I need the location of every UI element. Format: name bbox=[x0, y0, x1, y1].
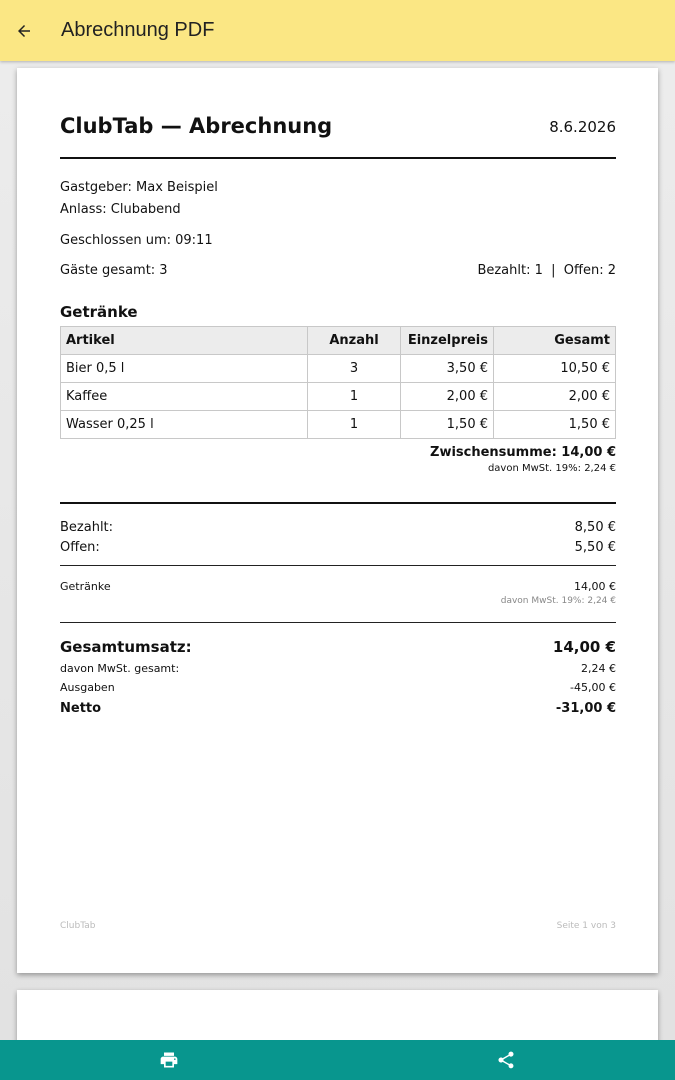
divider bbox=[60, 502, 616, 504]
subtotal-tax: davon MwSt. 19%: 2,24 € bbox=[487, 463, 616, 474]
table-header-row bbox=[61, 327, 616, 355]
tax-total-value: 2,24 € bbox=[581, 662, 616, 675]
share-icon bbox=[496, 1050, 516, 1070]
divider bbox=[60, 157, 616, 159]
cell-quantity: 1 bbox=[308, 383, 401, 411]
document-date: 8.6.2026 bbox=[549, 118, 616, 136]
net-value: -31,00 € bbox=[555, 701, 616, 716]
expenses-value: -45,00 € bbox=[570, 681, 616, 694]
share-button[interactable] bbox=[338, 1040, 675, 1080]
subtotal: Zwischensumme: 14,00 € bbox=[430, 445, 616, 460]
cell-unit-price: 3,50 € bbox=[401, 355, 494, 383]
expenses-label: Ausgaben bbox=[60, 681, 115, 694]
bottom-action-bar bbox=[0, 1040, 675, 1080]
column-header-article: Artikel bbox=[61, 327, 308, 355]
cell-total: 1,50 € bbox=[494, 411, 616, 439]
table-row bbox=[61, 383, 616, 411]
cell-article: Bier 0,5 l bbox=[61, 355, 308, 383]
pdf-page-2 bbox=[17, 990, 658, 1040]
paid-open-summary: Bezahlt: 1 | Offen: 2 bbox=[477, 263, 616, 278]
category-tax: davon MwSt. 19%: 2,24 € bbox=[500, 596, 616, 606]
host-text: Gastgeber: Max Beispiel bbox=[60, 180, 218, 195]
net-label: Netto bbox=[60, 701, 102, 716]
print-icon bbox=[159, 1050, 179, 1070]
closed-at-text: Geschlossen um: 09:11 bbox=[60, 233, 213, 248]
cell-total: 10,50 € bbox=[494, 355, 616, 383]
cell-unit-price: 2,00 € bbox=[401, 383, 494, 411]
cell-quantity: 3 bbox=[308, 355, 401, 383]
tax-total-label: davon MwSt. gesamt: bbox=[60, 662, 180, 675]
table-row bbox=[61, 411, 616, 439]
divider bbox=[60, 565, 616, 566]
column-header-quantity: Anzahl bbox=[308, 327, 401, 355]
pdf-page-1 bbox=[17, 68, 658, 973]
cell-article: Wasser 0,25 l bbox=[61, 411, 308, 439]
total-value: 14,00 € bbox=[552, 638, 616, 656]
paid-label: Bezahlt: bbox=[60, 520, 114, 535]
document-title: ClubTab — Abrechnung bbox=[60, 114, 333, 138]
open-value: 5,50 € bbox=[574, 540, 616, 555]
cell-unit-price: 1,50 € bbox=[401, 411, 494, 439]
occasion-text: Anlass: Clubabend bbox=[60, 202, 181, 217]
cell-quantity: 1 bbox=[308, 411, 401, 439]
category-label: Getränke bbox=[60, 580, 111, 593]
items-table bbox=[60, 326, 616, 439]
cell-article: Kaffee bbox=[61, 383, 308, 411]
paid-value: 8,50 € bbox=[574, 520, 616, 535]
column-header-total: Gesamt bbox=[494, 327, 616, 355]
arrow-back-icon bbox=[15, 22, 33, 40]
footer-page-number: Seite 1 von 3 bbox=[556, 921, 616, 931]
table-row bbox=[61, 355, 616, 383]
section-title-drinks: Getränke bbox=[60, 303, 138, 321]
back-button[interactable] bbox=[0, 7, 48, 55]
cell-total: 2,00 € bbox=[494, 383, 616, 411]
app-bar bbox=[0, 0, 675, 61]
footer-app-name: ClubTab bbox=[60, 921, 96, 931]
total-label: Gesamtumsatz: bbox=[60, 638, 192, 656]
category-value: 14,00 € bbox=[574, 580, 616, 593]
divider bbox=[60, 622, 616, 623]
open-label: Offen: bbox=[60, 540, 100, 555]
column-header-unit-price: Einzelpreis bbox=[401, 327, 494, 355]
print-button[interactable] bbox=[0, 1040, 338, 1080]
app-bar-title: Abrechnung PDF bbox=[61, 19, 215, 41]
guests-total-text: Gäste gesamt: 3 bbox=[60, 263, 168, 278]
pdf-viewer[interactable] bbox=[0, 61, 675, 1040]
